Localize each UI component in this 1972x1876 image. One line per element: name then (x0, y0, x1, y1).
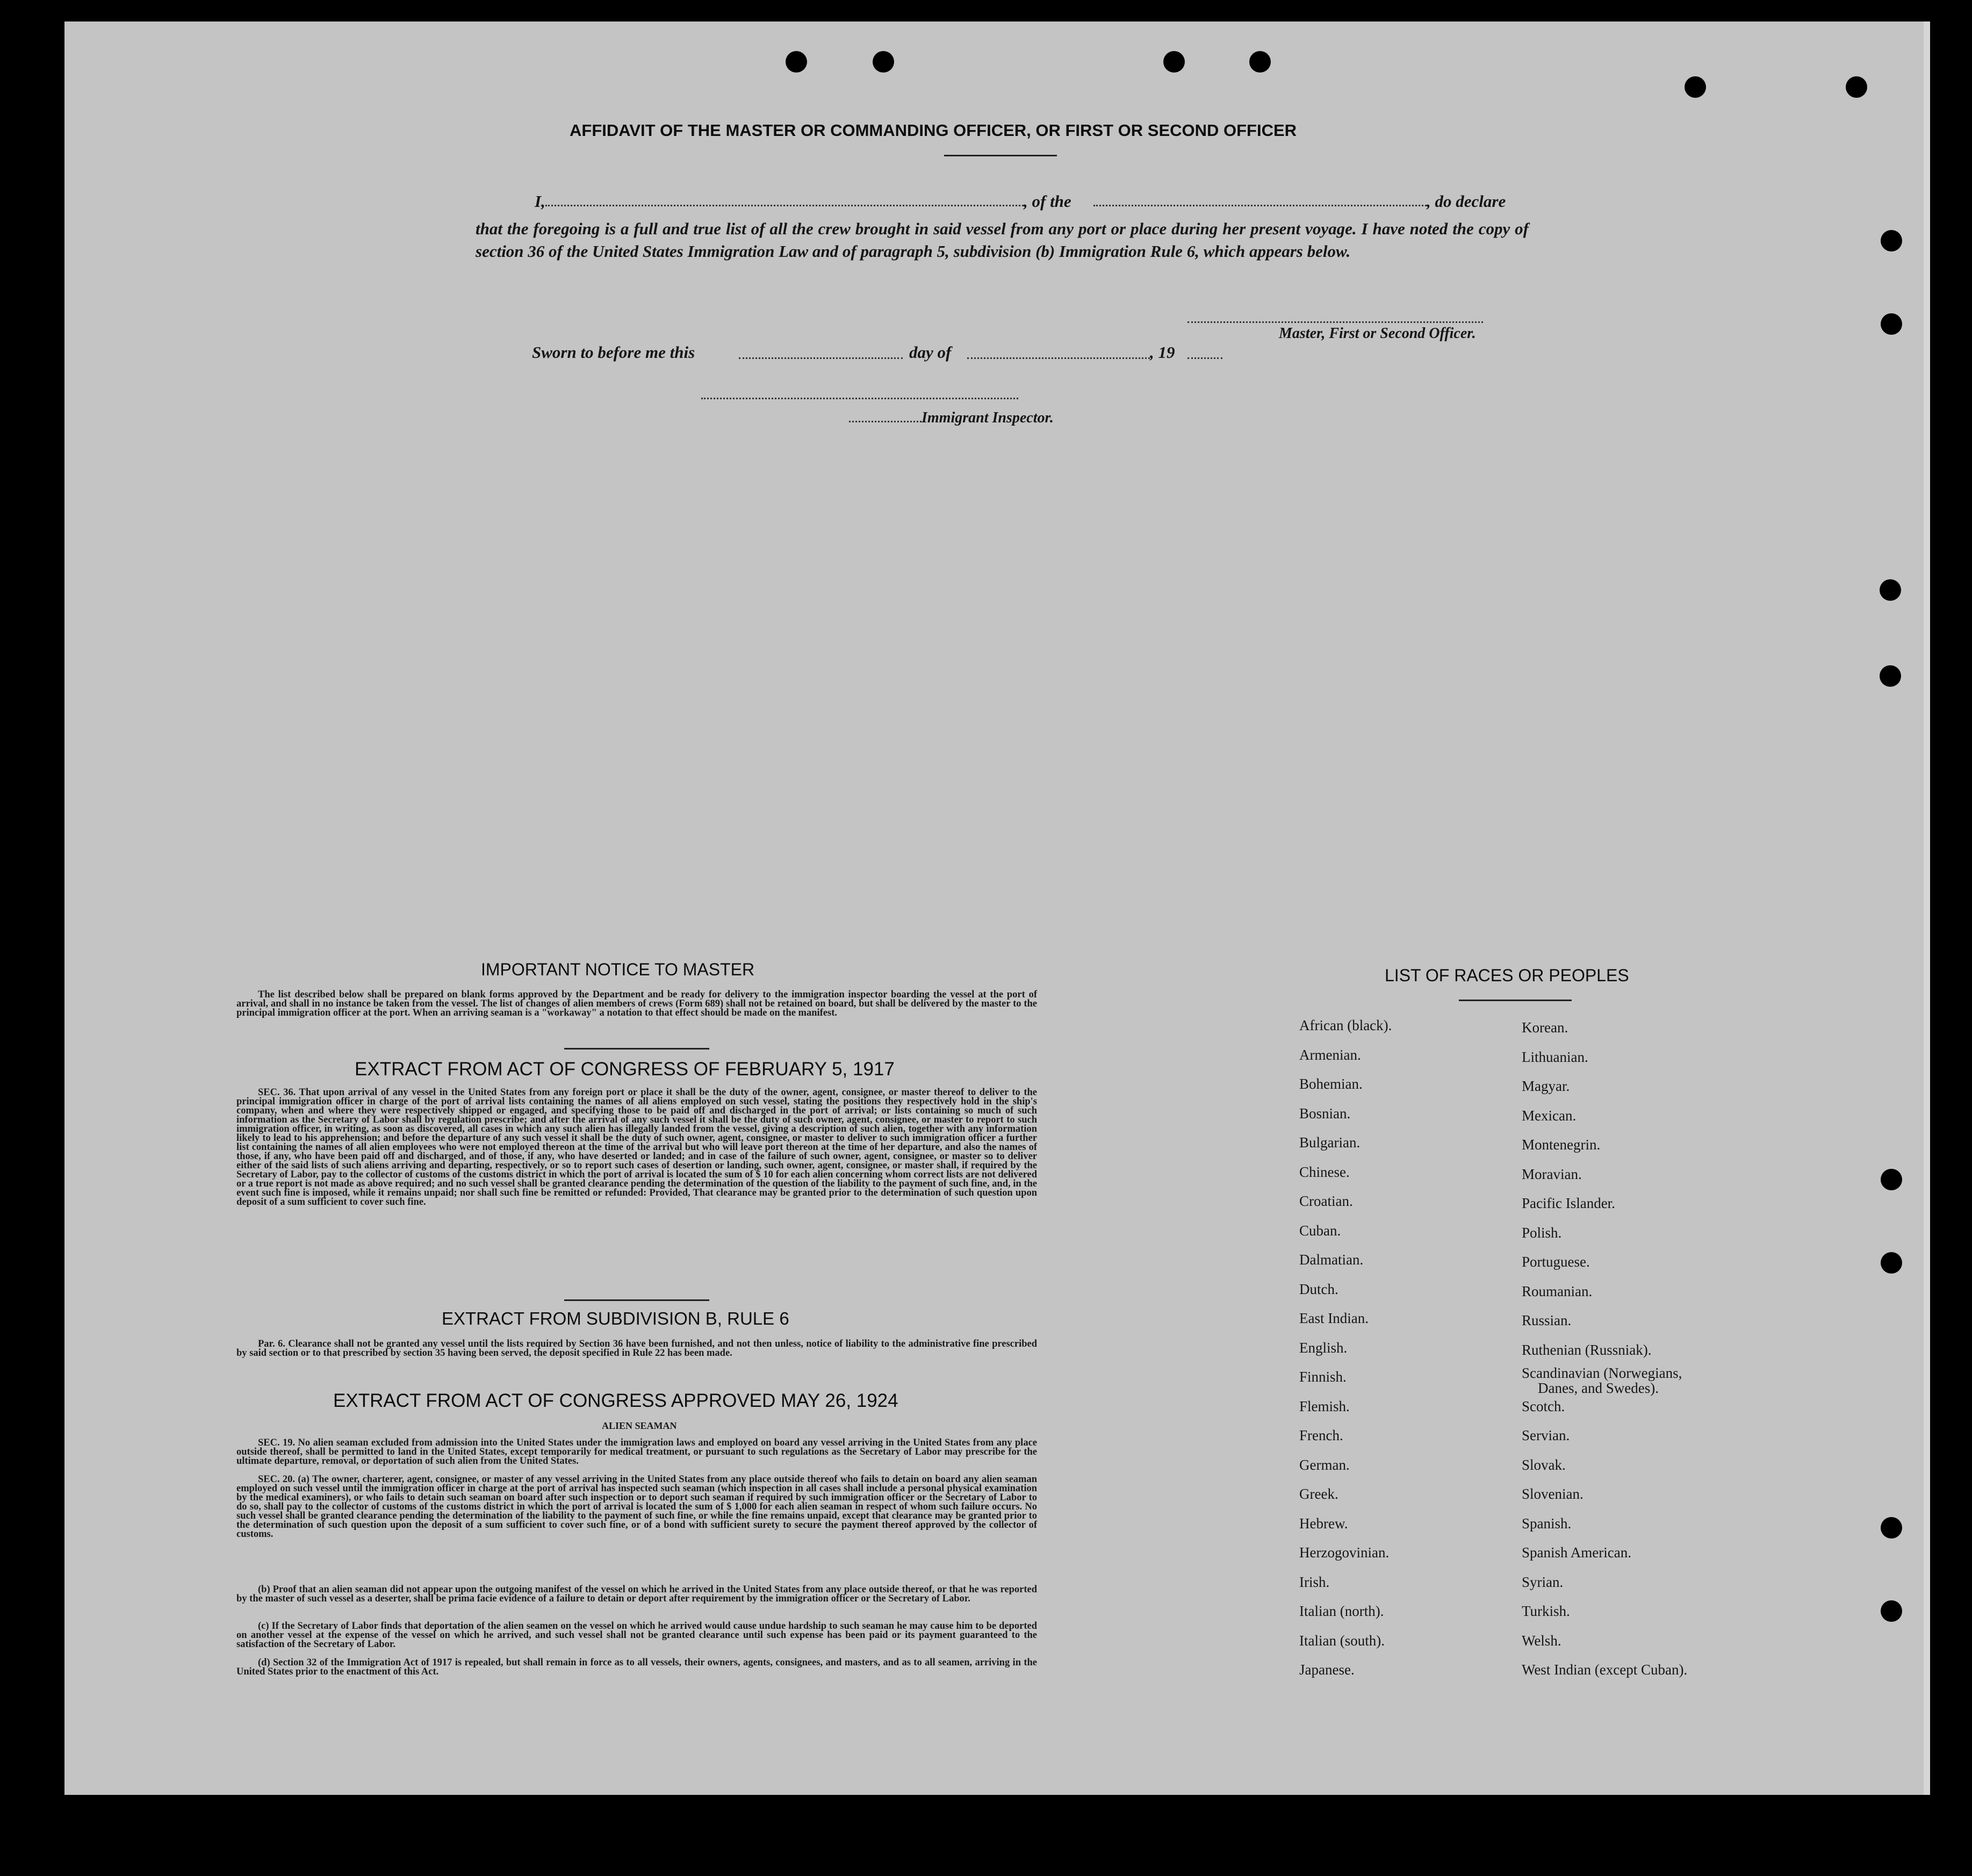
race-item: Turkish. (1522, 1603, 1570, 1619)
sworn-month-blank (967, 357, 1150, 359)
race-item: Servian. (1522, 1427, 1570, 1443)
inspector-prefix-line (849, 421, 922, 422)
race-item: Syrian. (1522, 1574, 1564, 1590)
extract-1924-sec20a: SEC. 20. (a) The owner, charterer, agent, consignee, or master of any vessel arriving in the United States from any place outside thereof who fails to detain on board any alien seaman employed on such vessel until the immigration officer in charge at the port of arrival has inspected such seaman (which inspection in all cases shall include a personal physical examination by the medical examiners), or who fails to detain such seaman on board after such inspection or to deport such seaman if required by such immigration officer or the Secretary of Labor to do so, shall pay to the collector of customs of the customs district in which the port of arrival is located the sum of $ 1,000 for each alien seaman in respect of whom such failure occurs. No such vessel shall be granted clearance pending the determination of the liability to the payment of such fine, or while the fine remains unpaid, except that clearance may be granted prior to the determination of such question upon the deposit of a sum sufficient to cover such fine, or of a bond with sufficient surety to secure the payment thereof approved by the collector of customs. (236, 1474, 1037, 1540)
master-signature-line (1187, 321, 1483, 323)
binder-hole (1881, 1600, 1902, 1622)
binder-hole (1880, 665, 1901, 687)
race-item: French. (1299, 1427, 1343, 1443)
binder-hole (1880, 579, 1901, 601)
name-blank (545, 205, 1024, 206)
inspector-label: Immigrant Inspector. (922, 409, 1054, 426)
race-item: Montenegrin. (1522, 1137, 1601, 1153)
subdivision-b-text: Par. 6. Clearance shall not be granted any vessel until the lists required by Section 36 have been furnished, and not then unless, notice of liability to the administrative fine prescribed by said section or to that prescribed by section 35 having been served, the deposit specified in Rule 22 has been made. (236, 1339, 1037, 1359)
extract-1924-sec20c: (c) If the Secretary of Labor finds that deportation of the alien seamen on the vessel on which he arrived would cause undue hardship to such seaman he may cause him to be deported on another vessel at the expense of the vessel on which he arrived, and such vessel shall not be granted clearance until such expense has been paid or its payment guaranteed to the satisfaction of the Secretary of Labor. (236, 1621, 1037, 1650)
affidavit-rule (944, 155, 1057, 156)
race-item: Lithuanian. (1522, 1049, 1588, 1065)
binder-hole (786, 51, 807, 73)
race-item: Bulgarian. (1299, 1134, 1361, 1151)
binder-hole (1881, 1252, 1902, 1274)
sworn-year-blank (1187, 357, 1222, 359)
race-item: Italian (north). (1299, 1603, 1384, 1619)
page-edge (1924, 21, 1930, 1795)
inspector-signature-line (701, 398, 1018, 399)
affidavit-do-declare: , do declare (1427, 192, 1506, 211)
binder-hole (1685, 76, 1706, 98)
master-signature-label: Master, First or Second Officer. (1279, 325, 1476, 342)
race-item: Slovenian. (1522, 1486, 1584, 1502)
races-title: LIST OF RACES OR PEOPLES (1385, 966, 1629, 985)
race-item: Slovak. (1522, 1457, 1566, 1473)
binder-hole (1881, 313, 1902, 335)
race-item: Moravian. (1522, 1166, 1582, 1182)
affidavit-i-label: I, (535, 192, 545, 211)
race-item: Scandinavian (Norwegians, (1522, 1365, 1682, 1381)
race-item: Welsh. (1522, 1633, 1561, 1649)
extract-1917-title: EXTRACT FROM ACT OF CONGRESS OF FEBRUARY 5, 1917 (355, 1059, 895, 1080)
race-item: German. (1299, 1457, 1350, 1473)
race-item: Croatian. (1299, 1193, 1353, 1209)
race-item: Spanish. (1522, 1515, 1572, 1532)
race-item: Dalmatian. (1299, 1252, 1364, 1268)
day-of-label: day of (909, 343, 952, 362)
extract-1917-text: SEC. 36. That upon arrival of any vessel in the United States from any foreign port or place it shall be the duty of the owner, agent, consignee, or master thereof to deliver to the principal immigration officer in charge of the port of arrival lists containing the names of all aliens employed on such vessel, stating the positions they respectively hold in the ship's company, when and where they were respectively shipped or engaged, and specifying those to be paid off and discharged in the port of arrival; or lists containing so much of such information as the Secretary of Labor shall by regulation prescribe; and after the arrival of any such vessel it shall be the duty of such owner, agent, consignee, or master to report to such immigration officer, in writing, as soon as discovered, all cases in which any such alien has illegally landed from the vessel, giving a description of such alien, together with any information likely to lead to his apprehension; and before the departure of any such vessel it shall be the duty of such owner, agent, consignee, or master to deliver to such immigration officer a further list containing the names of all alien employees who were not employed thereon at the time of the arrival but who will leave port thereon at the time of her departure, and also the names of those, if any, who have been paid off and discharged, and of those, if any, who have deserted or landed; and in case of the failure of such owner, agent, consignee, or master so to deliver either of the said lists of such aliens arriving and departing, respectively, or so to report such cases of desertion or landing, such owner, agent, consignee, or master shall, if required by the Secretary of Labor, pay to the collector of customs of the customs district in which the port of arrival is located the sum of $ 10 for each alien concerning whom correct lists are not delivered or a true report is not made as above required; and no such vessel shall be granted clearance pending the determination of the question of the liability to the payment of such fine, and, in the event such fine is imposed, while it remains unpaid; nor shall such fine be remitted or refunded: Provided, That clearance may be granted prior to the determination of such question upon deposit of a sum sufficient to cover such fine. (236, 1087, 1037, 1207)
notice-rule (564, 1048, 709, 1050)
race-item: African (black). (1299, 1017, 1392, 1033)
race-item: Spanish American. (1522, 1544, 1631, 1561)
race-item: Korean. (1522, 1019, 1568, 1036)
binder-hole (1846, 76, 1867, 98)
race-item: Mexican. (1522, 1108, 1577, 1124)
race-item: English. (1299, 1340, 1348, 1356)
extract-1924-sec19: SEC. 19. No alien seaman excluded from admission into the United States under the immigration laws and employed on board any vessel arriving in the United States from any place outside thereof, shall be permitted to land in the United States, except temporarily for medical treatment, or pursuant to such regulations as the Secretary of Labor may prescribe for the ultimate departure, removal, or deportation of such alien from the United States. (236, 1437, 1037, 1467)
race-item: West Indian (except Cuban). (1522, 1662, 1688, 1678)
subdivision-b-title: EXTRACT FROM SUBDIVISION B, RULE 6 (442, 1309, 789, 1328)
binder-hole (1881, 1517, 1902, 1539)
race-item: Roumanian. (1522, 1283, 1593, 1299)
race-item: Herzogovinian. (1299, 1544, 1390, 1561)
race-item: East Indian. (1299, 1310, 1369, 1326)
race-item: Irish. (1299, 1574, 1330, 1590)
race-item: Flemish. (1299, 1398, 1350, 1414)
race-item: Hebrew. (1299, 1515, 1348, 1532)
extract-1924-sec20b: (b) Proof that an alien seaman did not appear upon the outgoing manifest of the vessel on which he arrived in the United States from any place outside thereof, or that he was reported by the master of such vessel as a deserter, shall be prima facie evidence of a failure to detain or deport after requirement by the immigration officer or the Secretary of Labor. (236, 1584, 1037, 1604)
race-item: Cuban. (1299, 1223, 1341, 1239)
binder-hole (1163, 51, 1185, 73)
race-item: Armenian. (1299, 1047, 1361, 1063)
sworn-day-blank (739, 357, 903, 359)
race-item: Bosnian. (1299, 1105, 1351, 1122)
affidavit-body: that the foregoing is a full and true list of all the crew brought in said vessel from any port or place during her present voyage. I have noted the copy of section 36 of the United States Immigration Law and of paragraph 5, subdivision (b) Immigration Rule 6, which appears below. (476, 219, 1529, 261)
notice-text: The list described below shall be prepared on blank forms approved by the Department and be ready for delivery to the immigration inspector boarding the vessel at the port of arrival, and shall in no instance be taken from the vessel. The list of changes of alien members of crews (Form 689) shall not be retained on board, but shall be delivered by the master to the principal immigration officer at the port. When an arriving seaman is a "workaway" a notation to that effect should be made on the manifest. (236, 989, 1037, 1018)
binder-hole (873, 51, 894, 73)
race-item: Dutch. (1299, 1281, 1338, 1297)
sworn-label: Sworn to before me this (532, 343, 695, 362)
race-item: Portuguese. (1522, 1254, 1590, 1270)
race-item: Polish. (1522, 1225, 1562, 1241)
extract-1917-rule (564, 1299, 709, 1301)
binder-hole (1881, 230, 1902, 251)
race-item: Finnish. (1299, 1369, 1347, 1385)
race-item: Japanese. (1299, 1662, 1355, 1678)
race-item: Bohemian. (1299, 1076, 1363, 1092)
extract-1924-subtitle: ALIEN SEAMAN (602, 1420, 677, 1431)
race-item: Chinese. (1299, 1164, 1350, 1180)
race-item: Italian (south). (1299, 1633, 1385, 1649)
race-item: Russian. (1522, 1312, 1572, 1328)
year-prefix: , 19 (1150, 343, 1175, 362)
race-item: Scotch. (1522, 1398, 1565, 1414)
race-item: Greek. (1299, 1486, 1338, 1502)
affidavit-of-the: , of the (1024, 192, 1071, 211)
extract-1924-sec20d: (d) Section 32 of the Immigration Act of 1917 is repealed, but shall remain in force as to all vessels, their owners, agents, consignees, and masters, and as to all seamen, arriving in the United States prior to the enactment of this Act. (236, 1657, 1037, 1677)
vessel-blank (1093, 205, 1427, 206)
affidavit-title: AFFIDAVIT OF THE MASTER OR COMMANDING OFFICER, OR FIRST OR SECOND OFFICER (570, 121, 1297, 140)
race-item: Ruthenian (Russniak). (1522, 1342, 1652, 1358)
races-rule (1459, 1000, 1572, 1001)
race-item: Pacific Islander. (1522, 1195, 1615, 1211)
race-item: Magyar. (1522, 1078, 1570, 1094)
notice-title: IMPORTANT NOTICE TO MASTER (481, 960, 755, 979)
binder-hole (1881, 1169, 1902, 1190)
race-item: Danes, and Swedes). (1538, 1380, 1659, 1396)
binder-hole (1249, 51, 1271, 73)
extract-1924-title: EXTRACT FROM ACT OF CONGRESS APPROVED MAY 26, 1924 (333, 1390, 898, 1411)
